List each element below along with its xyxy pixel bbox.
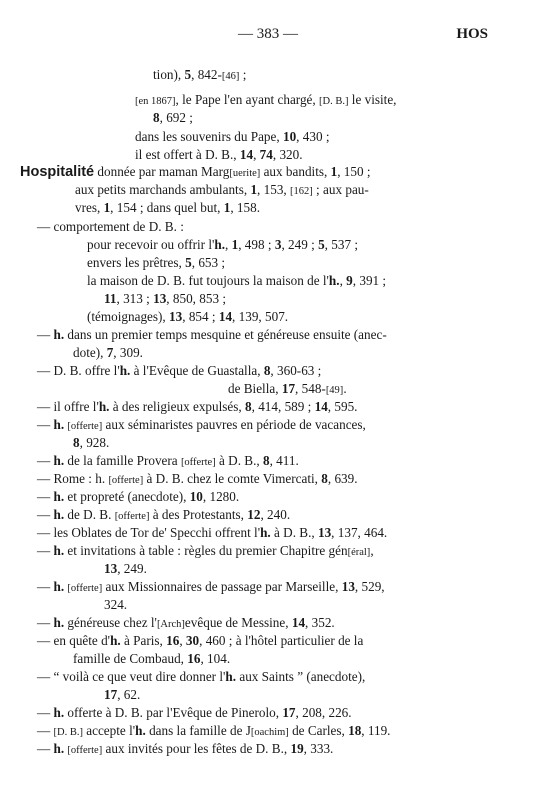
index-line: 17, 62. [104, 687, 141, 702]
index-heading-line: Hospitalité donnée par maman Marg[uerite] aux bandits, 1, 150 ; [20, 164, 371, 180]
index-line: famille de Combaud, 16, 104. [73, 651, 231, 666]
index-line: dans les souvenirs du Pape, 10, 430 ; [135, 129, 330, 144]
page-number: — 383 — [238, 26, 298, 42]
index-line: aux petits marchands ambulants, 1, 153, [162] ; aux pau- [75, 182, 369, 197]
index-line: la maison de D. B. fut toujours la maison de l'h., 9, 391 ; [87, 273, 387, 288]
index-line: — h. de la famille Provera [offerte] à D. B., 8, 411. [37, 453, 299, 468]
index-line: il est offert à D. B., 14, 74, 320. [135, 147, 303, 162]
index-line: — Rome : h. [offerte] à D. B. chez le comte Vimercati, 8, 639. [37, 471, 358, 486]
index-line: 11, 313 ; 13, 850, 853 ; [104, 291, 227, 306]
index-line: vres, 1, 154 ; dans quel but, 1, 158. [75, 200, 260, 215]
index-line: — h. généreuse chez l'[Arch]evêque de Messine, 14, 352. [37, 615, 335, 630]
index-line: 324. [104, 597, 128, 612]
index-line: 8, 692 ; [153, 110, 193, 125]
index-line: — comportement de D. B. : [37, 219, 184, 234]
index-line: — [D. B.] accepte l'h. dans la famille de J[oachim] de Carles, 18, 119. [37, 723, 391, 738]
index-line: de Biella, 17, 548-[49]. [228, 381, 347, 396]
index-line: — h. [offerte] aux séminaristes pauvres en période de vacances, [37, 417, 366, 432]
index-line: — h. de D. B. [offerte] à des Protestants, 12, 240. [37, 507, 291, 522]
index-line: — h. dans un premier temps mesquine et généreuse ensuite (anec- [37, 327, 387, 342]
index-line: — h. offerte à D. B. par l'Evêque de Pinerolo, 17, 208, 226. [37, 705, 352, 720]
index-line: — il offre l'h. à des religieux expulsés, 8, 414, 589 ; 14, 595. [37, 399, 358, 414]
index-line: — en quête d'h. à Paris, 16, 30, 460 ; à l'hôtel particulier de la [37, 633, 364, 648]
running-head: HOS [456, 26, 488, 42]
index-line: 8, 928. [73, 435, 110, 450]
index-line: — “ voilà ce que veut dire donner l'h. aux Saints ” (anecdote), [37, 669, 366, 684]
index-line: [en 1867], le Pape l'en ayant chargé, [D. B.] le visite, [135, 92, 397, 107]
index-line: — h. et propreté (anecdote), 10, 1280. [37, 489, 240, 504]
index-line: pour recevoir ou offrir l'h., 1, 498 ; 3, 249 ; 5, 537 ; [87, 237, 359, 252]
index-line: envers les prêtres, 5, 653 ; [87, 255, 226, 270]
index-line: — D. B. offre l'h. à l'Evêque de Guastalla, 8, 360-63 ; [37, 363, 322, 378]
index-line: — h. [offerte] aux Missionnaires de passage par Marseille, 13, 529, [37, 579, 385, 594]
index-line: 13, 249. [104, 561, 147, 576]
index-line: (témoignages), 13, 854 ; 14, 139, 507. [87, 309, 289, 324]
index-line: dote), 7, 309. [73, 345, 143, 360]
index-line: tion), 5, 842-[46] ; [153, 67, 247, 82]
index-line: — h. [offerte] aux invités pour les fêtes de D. B., 19, 333. [37, 741, 334, 756]
index-line: — h. et invitations à table : règles du premier Chapitre gén[éral], [37, 543, 374, 558]
index-line: — les Oblates de Tor de' Specchi offrent l'h. à D. B., 13, 137, 464. [37, 525, 388, 540]
